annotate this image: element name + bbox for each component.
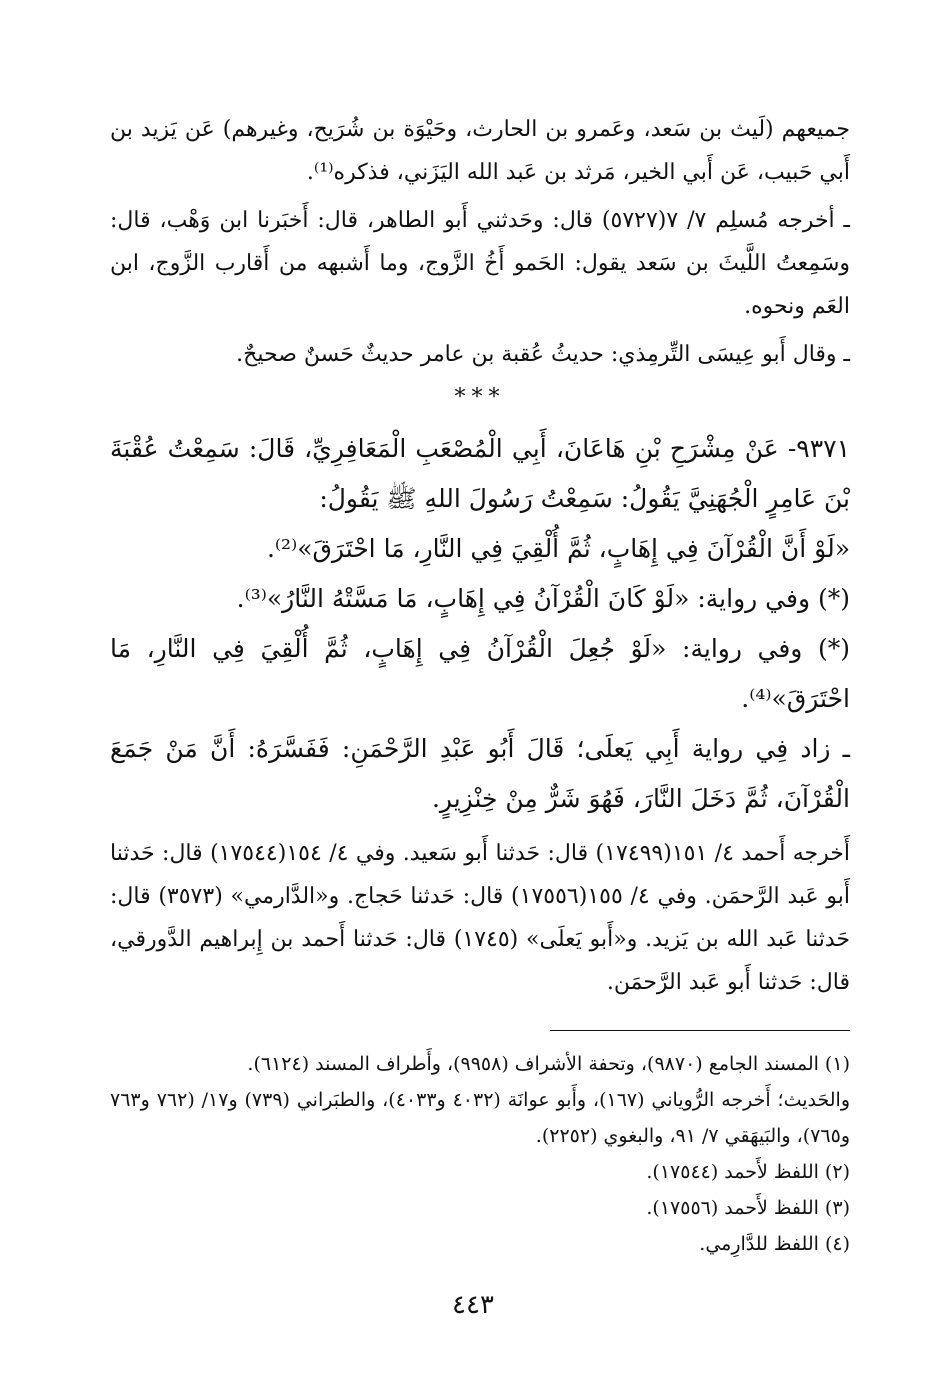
section-separator: *** <box>454 385 506 410</box>
takhrij-section <box>110 832 850 1004</box>
hadith-isnad: ٩٣٧١- عَنْ مِشْرَحِ بْنِ هَاعَانَ، أَبِي الْمُصْعَبِ الْمَعَافِرِيِّ، قَالَ: سَمِعْتُ عُقْبَةَ بْنَ عَامِرٍ الْجُهَنِيَّ يَقُولُ: سَمِعْتُ رَسُولَ اللهِ ﷺ يَقُولُ: <box>110 434 850 513</box>
footnote-2: (٢) اللفظ لأَحمد (١٧٥٤٤). <box>646 1161 850 1183</box>
paragraph-tirmidhi: ـ وقال أَبو عِيسَى التِّرمِذي: حديثُ عُقبة بن عامر حديثٌ حَسنٌ صحيحٌ. <box>236 342 850 367</box>
hadith-variant-2: (*) وفي رواية: «لَوْ جُعِلَ الْقُرْآنُ فِي إِهَابٍ، ثُمَّ أُلْقِيَ فِي النَّارِ، مَا احْتَرَقَ»⁽⁴⁾. <box>110 634 850 713</box>
footnote-divider <box>550 1030 850 1031</box>
footnote-1: (١) المسند الجامع (٩٨٧٠)، وتحفة الأشراف (٩٩٥٨)، وأَطراف المسند (٦١٢٤). <box>247 1053 850 1075</box>
page-number: ٤٤٣ <box>452 1290 494 1320</box>
hadith-addition: ـ زاد فِي رواية أَبِي يَعلَى؛ قَالَ أَبُو عَبْدِ الرَّحْمَنِ: فَفَسَّرَهُ: أَنَّ مَنْ جَمَعَ الْقُرْآنَ، ثُمَّ دَخَلَ النَّارَ، فَهُوَ شَرٌّ مِنْ خِنْزِيرٍ. <box>110 734 850 813</box>
footnote-3: (٣) اللفظ لأَحمد (١٧٥٥٦). <box>646 1197 850 1219</box>
footnote-4: (٤) اللفظ للدَّارِمي. <box>699 1233 850 1255</box>
hadith-matn: «لَوْ أَنَّ الْقُرْآنَ فِي إِهَابٍ، ثُمَّ أُلْقِيَ فِي النَّارِ، مَا احْتَرَقَ»⁽²⁾. <box>266 534 850 563</box>
footnote-1-continued: والحَديث؛ أَخرجه الرُّوياني (١٦٧)، وأَبو عوانَة (٤٠٣٢ و٤٠٣٣)، والطبَراني (٧٣٩) و١٧/ (٧٦٢ و٧٦٣ و٧٦٥)، والبَيهَقي ٧/ ٩١، والبغوي (٢٢٥٢). <box>110 1089 850 1147</box>
paragraph-chain: جميعهم (لَيث بن سَعد، وعَمرو بن الحارث، وحَيْوَة بن شُرَيح، وغيرهم) عَن يَزيد بن أَبي حَبيب، عَن أَبي الخير، مَرثد بن عَبد الله اليَزَني، فذكره⁽¹⁾. <box>110 117 850 185</box>
hadith-block <box>110 424 850 824</box>
footnotes <box>110 1046 850 1262</box>
takhrij-paragraph: أَخرجه أَحمد ٤/ ١٥١(١٧٤٩٩) قال: حَدثنا أَبو سَعيد. وفي ٤/ ١٥٤(١٧٥٤٤) قال: حَدثنا أَبو عَبد الرَّحمَن. وفي ٤/ ١٥٥(١٧٥٥٦) قال: حَدثنا حَجاج. و«الدَّارمي» (٣٥٧٣) قال: حَدثنا عَبد الله بن يَزيد. و«أَبو يَعلَى» (١٧٤٥) قال: حَدثنا أَحمد بن إِبراهيم الدَّورقي، قال: حَدثنا أَبو عَبد الرَّحمَن. <box>110 841 851 995</box>
paragraph-muslim: ـ أخرجه مُسلِم ٧/ ٧(٥٧٢٧) قال: وحَدثني أَبو الطاهر، قال: أَخبَرنا ابن وَهْب، قال: وسَمِعتُ اللَّيثَ بن سَعد يقول: الحَمو أَخُ الزَّوج، وما أَشبهه من أَقارب الزَّوج، ابن العَم ونحوه. <box>110 208 850 319</box>
hadith-variant-1: (*) وفي رواية: «لَوْ كَانَ الْقُرْآنُ فِي إِهَابٍ، مَا مَسَّتْهُ النَّارُ»⁽³⁾. <box>236 584 850 613</box>
main-text <box>110 108 850 376</box>
